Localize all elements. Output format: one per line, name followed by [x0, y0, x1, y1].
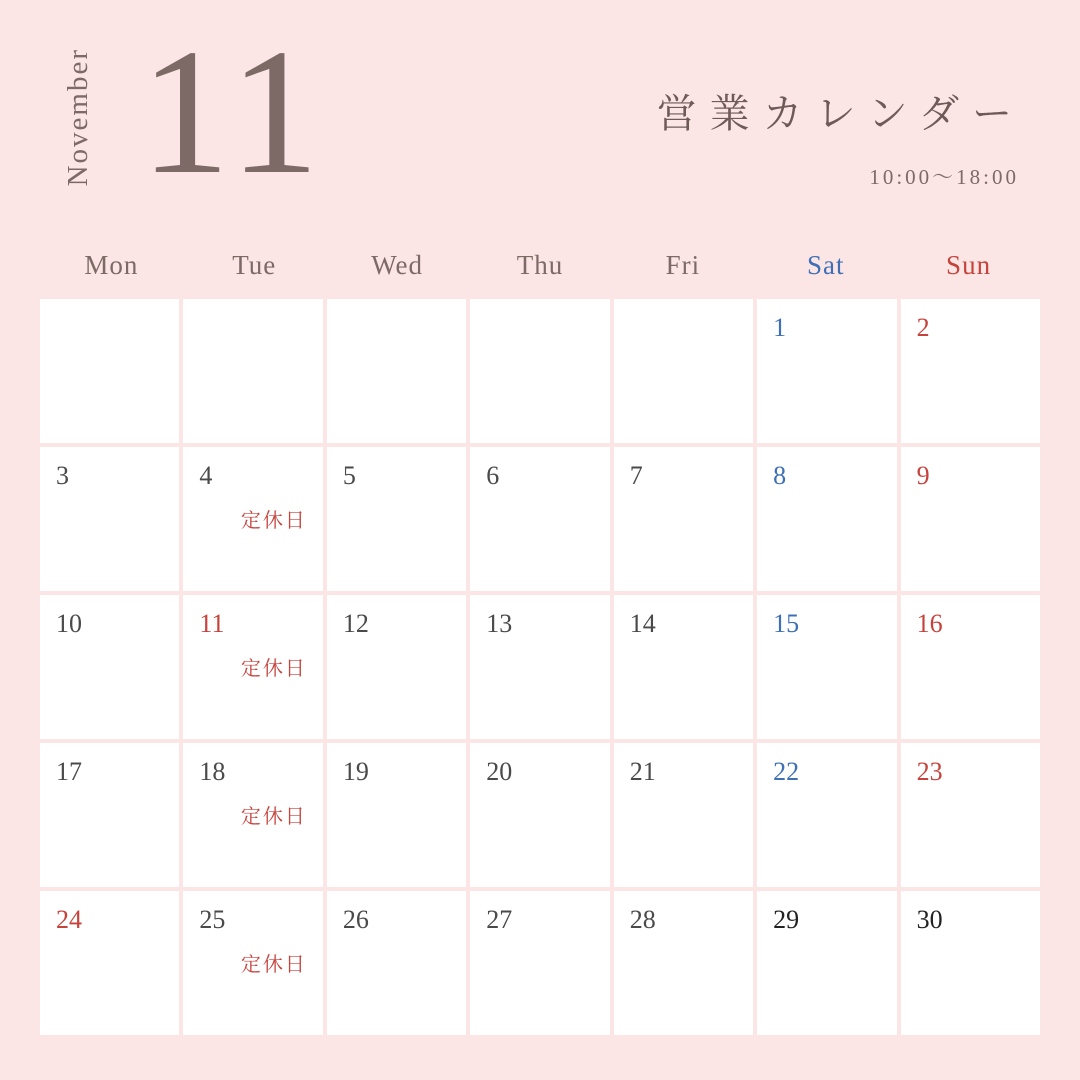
- day-number: 20: [486, 757, 513, 786]
- calendar-day-cell[interactable]: [327, 743, 466, 887]
- day-number: 30: [916, 905, 943, 934]
- day-number: 12: [342, 609, 369, 638]
- calendar-cell-empty: [327, 299, 466, 443]
- business-hours: 10:00〜18:00: [869, 165, 1019, 189]
- calendar-cell-empty: [40, 299, 179, 443]
- day-number: 13: [486, 609, 513, 638]
- day-number: 7: [629, 461, 643, 490]
- calendar-day-cell[interactable]: [183, 743, 322, 887]
- day-number: 27: [486, 905, 513, 934]
- calendar-day-cell[interactable]: [757, 891, 896, 1035]
- calendar-day-cell[interactable]: [901, 743, 1040, 887]
- calendar-day-cell[interactable]: [901, 447, 1040, 591]
- day-number: 14: [629, 609, 656, 638]
- closed-day-note: 定休日: [240, 954, 307, 976]
- day-number: 1: [773, 313, 787, 342]
- closed-day-note: 定休日: [240, 806, 307, 828]
- weekday-label-mon: Mon: [84, 250, 139, 280]
- day-number: 29: [773, 905, 800, 934]
- day-number: 28: [629, 905, 656, 934]
- calendar-header: [0, 0, 1080, 250]
- weekday-label-wed: Wed: [371, 250, 424, 280]
- day-number: 6: [486, 461, 500, 490]
- day-number: 11: [199, 609, 225, 638]
- calendar-day-cell[interactable]: [183, 891, 322, 1035]
- calendar-day-cell[interactable]: [614, 891, 753, 1035]
- weekday-label-thu: Thu: [516, 250, 564, 280]
- day-number: 21: [629, 757, 656, 786]
- weekday-label-sat: Sat: [806, 250, 845, 280]
- calendar-day-cell[interactable]: [40, 595, 179, 739]
- calendar-day-cell[interactable]: [901, 595, 1040, 739]
- day-number: 2: [916, 313, 930, 342]
- day-number: 3: [56, 461, 69, 490]
- closed-day-note: 定休日: [240, 510, 307, 532]
- calendar-day-cell[interactable]: [757, 447, 896, 591]
- day-number: 16: [916, 609, 943, 638]
- weekday-header-row: [40, 250, 1040, 299]
- calendar-day-cell[interactable]: [757, 595, 896, 739]
- calendar-day-cell[interactable]: [901, 891, 1040, 1035]
- calendar-day-cell[interactable]: [183, 447, 322, 591]
- day-number: 22: [773, 757, 800, 786]
- calendar-day-cell[interactable]: [614, 447, 753, 591]
- calendar-day-cell[interactable]: [757, 299, 896, 443]
- day-number: 19: [342, 757, 369, 786]
- calendar-day-cell[interactable]: [470, 595, 609, 739]
- calendar-day-cell[interactable]: [470, 743, 609, 887]
- day-number: 23: [916, 757, 943, 786]
- day-number: 25: [199, 905, 226, 934]
- closed-day-note: 定休日: [240, 658, 307, 680]
- day-number: 26: [342, 905, 369, 934]
- calendar-day-cell[interactable]: [470, 891, 609, 1035]
- day-number: 9: [916, 461, 930, 490]
- calendar-day-cell[interactable]: [901, 299, 1040, 443]
- calendar-day-cell[interactable]: [183, 595, 322, 739]
- calendar-day-cell[interactable]: [614, 743, 753, 887]
- calendar-cell-empty: [470, 299, 609, 443]
- day-number: 24: [56, 905, 82, 934]
- calendar-day-cell[interactable]: [40, 743, 179, 887]
- month-number: 11: [140, 12, 326, 211]
- title-block: [657, 82, 1025, 191]
- calendar-day-cell[interactable]: [614, 595, 753, 739]
- calendar-day-cell[interactable]: [40, 891, 179, 1035]
- calendar-day-cell[interactable]: [40, 447, 179, 591]
- day-number: 18: [199, 757, 226, 786]
- weekday-label-tue: Tue: [232, 250, 277, 280]
- weekday-label-fri: Fri: [665, 250, 701, 280]
- calendar-grid: [40, 299, 1040, 1035]
- calendar-day-cell[interactable]: [327, 595, 466, 739]
- calendar-cell-empty: [614, 299, 753, 443]
- calendar-day-cell[interactable]: [327, 447, 466, 591]
- page-title: 営業カレンダー: [656, 91, 1025, 136]
- month-name-vertical: November: [62, 48, 94, 187]
- day-number: 5: [342, 461, 356, 490]
- calendar-day-cell[interactable]: [470, 447, 609, 591]
- day-number: 15: [773, 609, 800, 638]
- calendar-day-cell[interactable]: [327, 891, 466, 1035]
- day-number: 4: [199, 461, 213, 490]
- day-number: 8: [773, 461, 787, 490]
- calendar-cell-empty: [183, 299, 322, 443]
- day-number: 10: [56, 609, 82, 638]
- day-number: 17: [56, 757, 82, 786]
- weekday-label-sun: Sun: [946, 250, 992, 280]
- calendar-day-cell[interactable]: [757, 743, 896, 887]
